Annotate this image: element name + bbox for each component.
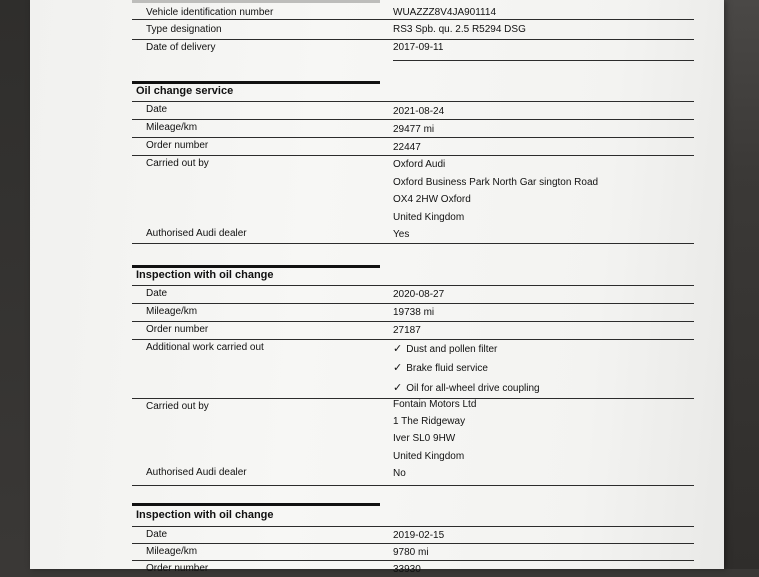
mileage-label: Mileage/km xyxy=(146,306,198,317)
carried-line: Oxford Audi xyxy=(393,159,446,170)
check-icon: ✓ xyxy=(393,343,403,355)
dealer-value: Yes xyxy=(393,229,410,240)
section-bar xyxy=(132,503,380,506)
order-value: 22447 xyxy=(393,142,421,153)
order-value: 27187 xyxy=(393,325,421,336)
table-row xyxy=(132,561,694,577)
table-row xyxy=(132,304,694,322)
table-row xyxy=(132,156,694,244)
table-row xyxy=(132,322,694,340)
work-item xyxy=(393,381,540,394)
work-item-label: Oil for all-wheel drive coupling xyxy=(406,383,540,394)
mileage-label: Mileage/km xyxy=(146,122,198,133)
table-row xyxy=(132,102,694,120)
table-row xyxy=(132,5,694,20)
carried-line: United Kingdom xyxy=(393,212,465,223)
carried-line: United Kingdom xyxy=(393,451,465,462)
check-icon: ✓ xyxy=(393,382,403,394)
order-label: Order number xyxy=(146,324,209,335)
date-label: Date xyxy=(146,104,168,115)
carried-line: Iver SL0 9HW xyxy=(393,433,456,444)
order-label: Order number xyxy=(146,563,209,574)
section-title: Oil change service xyxy=(136,85,234,97)
table-row xyxy=(132,508,694,527)
section-title: Inspection with oil change xyxy=(136,269,274,281)
mileage-value: 29477 mi xyxy=(393,124,435,135)
divider xyxy=(393,60,694,61)
vin-value: WUAZZZ8V4JA901114 xyxy=(393,7,497,18)
date-value: 2019-02-15 xyxy=(393,530,445,541)
table-row xyxy=(132,286,694,304)
order-label: Order number xyxy=(146,140,209,151)
mileage-label: Mileage/km xyxy=(146,546,198,557)
carried-line: 1 The Ridgeway xyxy=(393,416,466,427)
order-value: 33930 xyxy=(393,564,421,575)
table-row xyxy=(132,340,694,399)
type-value: RS3 Spb. qu. 2.5 R5294 DSG xyxy=(393,24,526,35)
table-row xyxy=(132,268,694,286)
delivery-label: Date of delivery xyxy=(146,42,216,53)
date-label: Date xyxy=(146,288,168,299)
service-history xyxy=(132,0,694,575)
table-row xyxy=(132,138,694,156)
vin-label: Vehicle identification number xyxy=(146,7,274,18)
work-item-label: Dust and pollen filter xyxy=(406,344,498,355)
table-row xyxy=(132,120,694,138)
date-value: 2021-08-24 xyxy=(393,106,445,117)
table-row xyxy=(132,22,694,40)
background-right xyxy=(720,0,759,569)
date-label: Date xyxy=(146,529,168,540)
check-icon: ✓ xyxy=(393,362,403,374)
table-row xyxy=(132,84,694,102)
dealer-value: No xyxy=(393,468,406,479)
table-row xyxy=(132,399,694,486)
carried-line: OX4 2HW Oxford xyxy=(393,194,471,205)
work-item xyxy=(393,361,488,374)
section-title: Inspection with oil change xyxy=(136,509,274,521)
table-row xyxy=(132,527,694,544)
section-bar xyxy=(132,0,380,3)
dealer-label: Authorised Audi dealer xyxy=(146,467,247,478)
dealer-label: Authorised Audi dealer xyxy=(146,228,247,239)
table-row xyxy=(132,40,694,57)
mileage-value: 9780 mi xyxy=(393,547,429,558)
background-left xyxy=(0,0,30,569)
table-row xyxy=(132,544,694,561)
date-value: 2020-08-27 xyxy=(393,289,445,300)
type-label: Type designation xyxy=(146,24,222,35)
carried-line: Oxford Business Park North Gar sington Road xyxy=(393,177,599,188)
work-label: Additional work carried out xyxy=(146,342,264,353)
delivery-value: 2017-09-11 xyxy=(393,42,444,53)
work-item-label: Brake fluid service xyxy=(406,363,488,374)
mileage-value: 19738 mi xyxy=(393,307,435,318)
carried-line: Fontain Motors Ltd xyxy=(393,399,477,410)
document-sheet xyxy=(30,0,724,575)
carried-label: Carried out by xyxy=(146,401,209,412)
carried-label: Carried out by xyxy=(146,158,209,169)
work-item xyxy=(393,342,497,355)
